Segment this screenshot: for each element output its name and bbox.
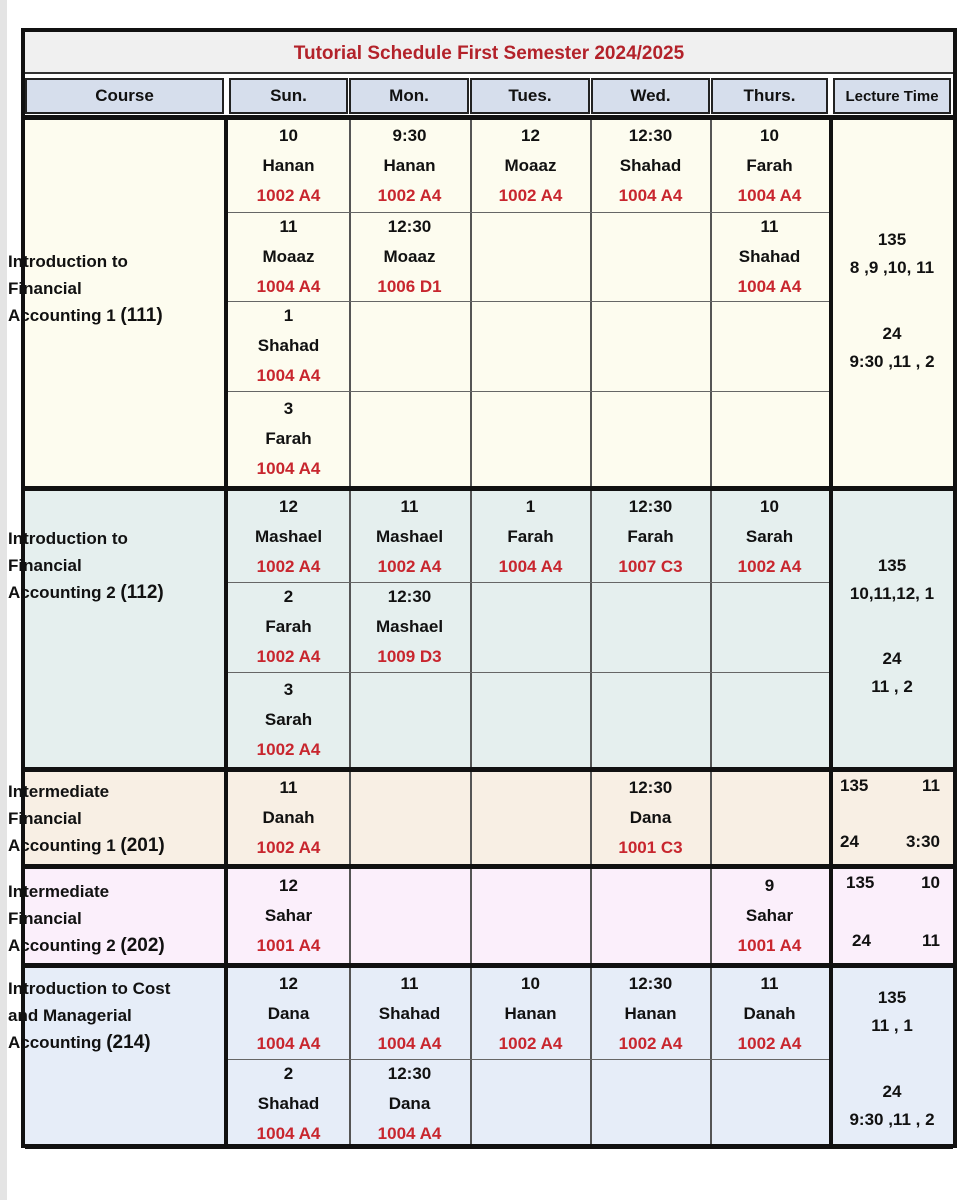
row-divider [228,391,829,392]
course-code: (202) [120,935,165,956]
course-code: (111) [120,305,163,326]
session-room: 1002 A4 [256,739,321,759]
tutorial-session-cell [229,871,348,961]
tutorial-session-cell [471,969,590,1059]
session-time: 12:30 [387,1064,432,1083]
header-course: Course [25,78,224,114]
session-room: 1001 C3 [618,838,683,857]
session-tutor: Danah [743,1003,796,1023]
session-room: 1002 A4 [256,838,321,857]
course-divider [224,772,228,864]
lecture-times: 8 ,9 ,10, 11 [849,258,935,277]
lecture-times: 11 , 2 [871,677,913,696]
lecture-divider [829,772,833,864]
header-bottom-border [25,115,953,120]
session-tutor: Mashael [254,526,323,546]
tutorial-session-cell [350,969,469,1059]
tutorial-session-cell [591,969,710,1059]
session-room: 1004 A4 [256,1124,321,1143]
band-top-border [25,963,953,968]
tutorial-session-cell [711,121,828,211]
session-room: 1002 A4 [737,1033,802,1053]
course-name-line: Accounting 1 [8,836,116,855]
course-name-line: Financial [8,809,82,828]
tutorial-session-cell [711,492,828,582]
lecture-times: 10,11,12, 1 [849,584,935,603]
day-divider [590,869,592,963]
course-name-line: Accounting 2 [8,583,116,602]
session-room: 1002 A4 [256,186,321,205]
session-time: 2 [283,587,294,606]
session-time: 9:30 [392,126,427,145]
day-divider [710,772,712,864]
lecture-times: 11 [922,776,940,795]
course-name-line: Financial [8,909,82,928]
lecture-section: 24 [882,1082,902,1101]
session-time: 12 [279,876,298,895]
course-name-line: Introduction to [8,252,128,271]
session-tutor: Sahar [264,906,313,925]
tutorial-session-cell [229,212,348,302]
day-divider [470,869,472,963]
course-name-line: Accounting 2 [8,936,116,955]
course-divider [224,120,228,486]
course-divider [224,869,228,963]
session-room: 1004 A4 [737,186,802,205]
band-top-border [25,486,953,491]
lecture-divider [829,120,833,486]
course-name-line [8,579,164,606]
tutorial-session-cell [350,212,469,302]
tutorial-session-cell [471,492,590,582]
tutorial-session-cell [350,492,469,582]
session-tutor: Moaaz [383,247,436,266]
header-mon: Mon. [349,78,469,114]
session-room: 1007 C3 [618,556,683,576]
tutorial-session-cell [471,121,590,211]
header-lecture-time: Lecture Time [833,78,951,114]
session-tutor: Moaaz [262,247,315,266]
session-time: 1 [525,496,536,516]
session-time: 12:30 [628,973,673,993]
session-room: 1002 A4 [737,556,802,576]
session-room: 1004 A4 [256,366,321,385]
session-time: 9 [764,876,775,895]
course-name-line [8,1029,170,1056]
tutorial-session-cell [229,582,348,672]
session-tutor: Farah [746,156,793,175]
tutorial-session-cell [229,773,348,863]
session-time: 12:30 [387,587,432,606]
tutorial-session-cell [711,212,828,302]
session-time: 11 [760,973,779,993]
session-time: 12 [521,126,540,145]
session-tutor: Sahar [745,906,794,925]
course-code: (201) [120,835,165,856]
session-tutor: Hanan [504,1003,557,1023]
course-divider [224,491,228,767]
session-tutor: Sarah [264,709,313,729]
session-tutor: Shahad [619,156,682,175]
course-code: (112) [120,582,164,603]
session-time: 2 [283,1064,294,1083]
session-tutor: Moaaz [504,156,557,175]
session-room: 1001 A4 [256,936,321,955]
session-room: 1001 A4 [737,936,802,955]
session-room: 1004 A4 [498,556,563,576]
course-name [8,778,165,859]
tutorial-session-cell [591,121,710,211]
session-tutor: Farah [265,428,312,448]
session-tutor: Shahad [378,1003,441,1023]
tutorial-session-cell [591,492,710,582]
course-name-line: Accounting 1 [8,306,116,325]
lecture-times: 9:30 ,11 , 2 [849,1110,935,1129]
session-room: 1004 A4 [618,186,683,205]
day-divider [349,772,351,864]
session-time: 10 [760,126,779,145]
session-tutor: Shahad [257,1094,320,1113]
session-room: 1002 A4 [256,556,321,576]
tutorial-session-cell [229,121,348,211]
session-room: 1004 A4 [377,1124,442,1143]
session-tutor: Farah [507,526,554,546]
session-tutor: Mashael [375,617,444,636]
lecture-times: 10 [921,873,940,892]
tutorial-session-cell [229,969,348,1059]
lecture-section: 135 [840,776,869,795]
lecture-times: 9:30 ,11 , 2 [849,352,935,371]
course-name-line: Intermediate [8,782,110,801]
tutorial-session-cell [229,301,348,391]
session-tutor: Hanan [383,156,436,175]
course-name [8,525,164,606]
session-room: 1004 A4 [377,1033,442,1053]
table-bottom-border [25,1144,953,1149]
session-room: 1004 A4 [256,1033,321,1053]
session-time: 10 [279,126,298,145]
lecture-section: 135 [877,556,907,575]
session-room: 1009 D3 [377,647,442,666]
tutorial-session-cell [350,1059,469,1149]
session-tutor: Shahad [257,336,320,355]
session-room: 1002 A4 [498,186,563,205]
lecture-times: 3:30 [905,832,940,851]
lecture-section: 24 [882,324,902,343]
session-room: 1004 A4 [737,277,802,296]
session-room: 1002 A4 [498,1033,563,1053]
session-room: 1006 D1 [377,277,442,296]
lecture-section: 24 [840,832,859,851]
tutorial-session-cell [229,1059,348,1149]
session-tutor: Hanan [624,1003,677,1023]
session-tutor: Shahad [738,247,801,266]
session-time: 12 [279,973,298,993]
course-name-line [8,932,165,959]
lecture-section: 24 [882,649,902,668]
course-code: (214) [106,1032,151,1053]
day-divider [349,869,351,963]
session-room: 1004 A4 [256,277,321,296]
course-name-line: Accounting [8,1033,102,1052]
lecture-times: 11 [922,931,940,950]
session-time: 11 [400,973,419,993]
lecture-divider [829,869,833,963]
session-time: 10 [760,496,779,516]
session-time: 11 [279,217,298,236]
tutorial-session-cell [711,969,828,1059]
lecture-section: 135 [877,988,907,1007]
session-time: 12:30 [628,496,673,516]
tutorial-session-cell [711,871,828,961]
session-time: 11 [279,778,298,797]
lecture-section: 24 [852,931,871,950]
course-name-line: Financial [8,556,82,575]
header-tue: Tues. [470,78,590,114]
session-tutor: Hanan [262,156,315,175]
session-room: 1002 A4 [618,1033,683,1053]
window-edge [0,0,7,1200]
session-time: 3 [283,679,294,699]
session-room: 1002 A4 [256,647,321,666]
session-time: 3 [283,398,294,418]
course-name-line [8,832,165,859]
course-name-line: and Managerial [8,1006,132,1025]
band-top-border [25,767,953,772]
course-name [8,878,165,959]
tutorial-session-cell [229,675,348,765]
day-divider [470,772,472,864]
session-time: 11 [400,496,419,516]
session-tutor: Dana [267,1003,310,1023]
session-time: 11 [760,217,779,236]
tutorial-session-cell [229,492,348,582]
row-divider [228,672,829,673]
lecture-section: 135 [877,230,907,249]
session-room: 1002 A4 [377,186,442,205]
session-time: 12:30 [628,778,673,797]
session-tutor: Dana [629,808,672,827]
lecture-section: 135 [846,873,875,892]
session-tutor: Sarah [745,526,794,546]
tutorial-session-cell [591,773,710,863]
session-time: 12:30 [628,126,673,145]
course-name-line: Introduction to [8,529,128,548]
session-time: 12:30 [387,217,432,236]
course-name-line: Financial [8,279,82,298]
session-tutor: Dana [388,1094,431,1113]
session-time: 12 [279,496,298,516]
session-room: 1004 A4 [256,458,321,478]
course-name-line: Introduction to Cost [8,979,171,998]
lecture-times: 11 , 1 [871,1016,913,1035]
band-top-border [25,864,953,869]
course-name [8,975,170,1056]
course-name [8,248,163,329]
lecture-divider [829,491,833,767]
session-tutor: Farah [627,526,674,546]
course-divider [224,968,228,1144]
tutorial-session-cell [350,582,469,672]
session-room: 1002 A4 [377,556,442,576]
session-time: 10 [521,973,540,993]
tutorial-session-cell [350,121,469,211]
tutorial-session-cell [229,394,348,484]
course-name-line: Intermediate [8,882,110,901]
session-tutor: Mashael [375,526,444,546]
session-tutor: Farah [265,617,312,636]
page-title: Tutorial Schedule First Semester 2024/2025 [25,32,953,74]
header-wed: Wed. [591,78,710,114]
header-thu: Thurs. [711,78,828,114]
header-sun: Sun. [229,78,348,114]
course-name-line [8,302,163,329]
session-time: 1 [283,306,294,325]
session-tutor: Danah [262,808,315,827]
